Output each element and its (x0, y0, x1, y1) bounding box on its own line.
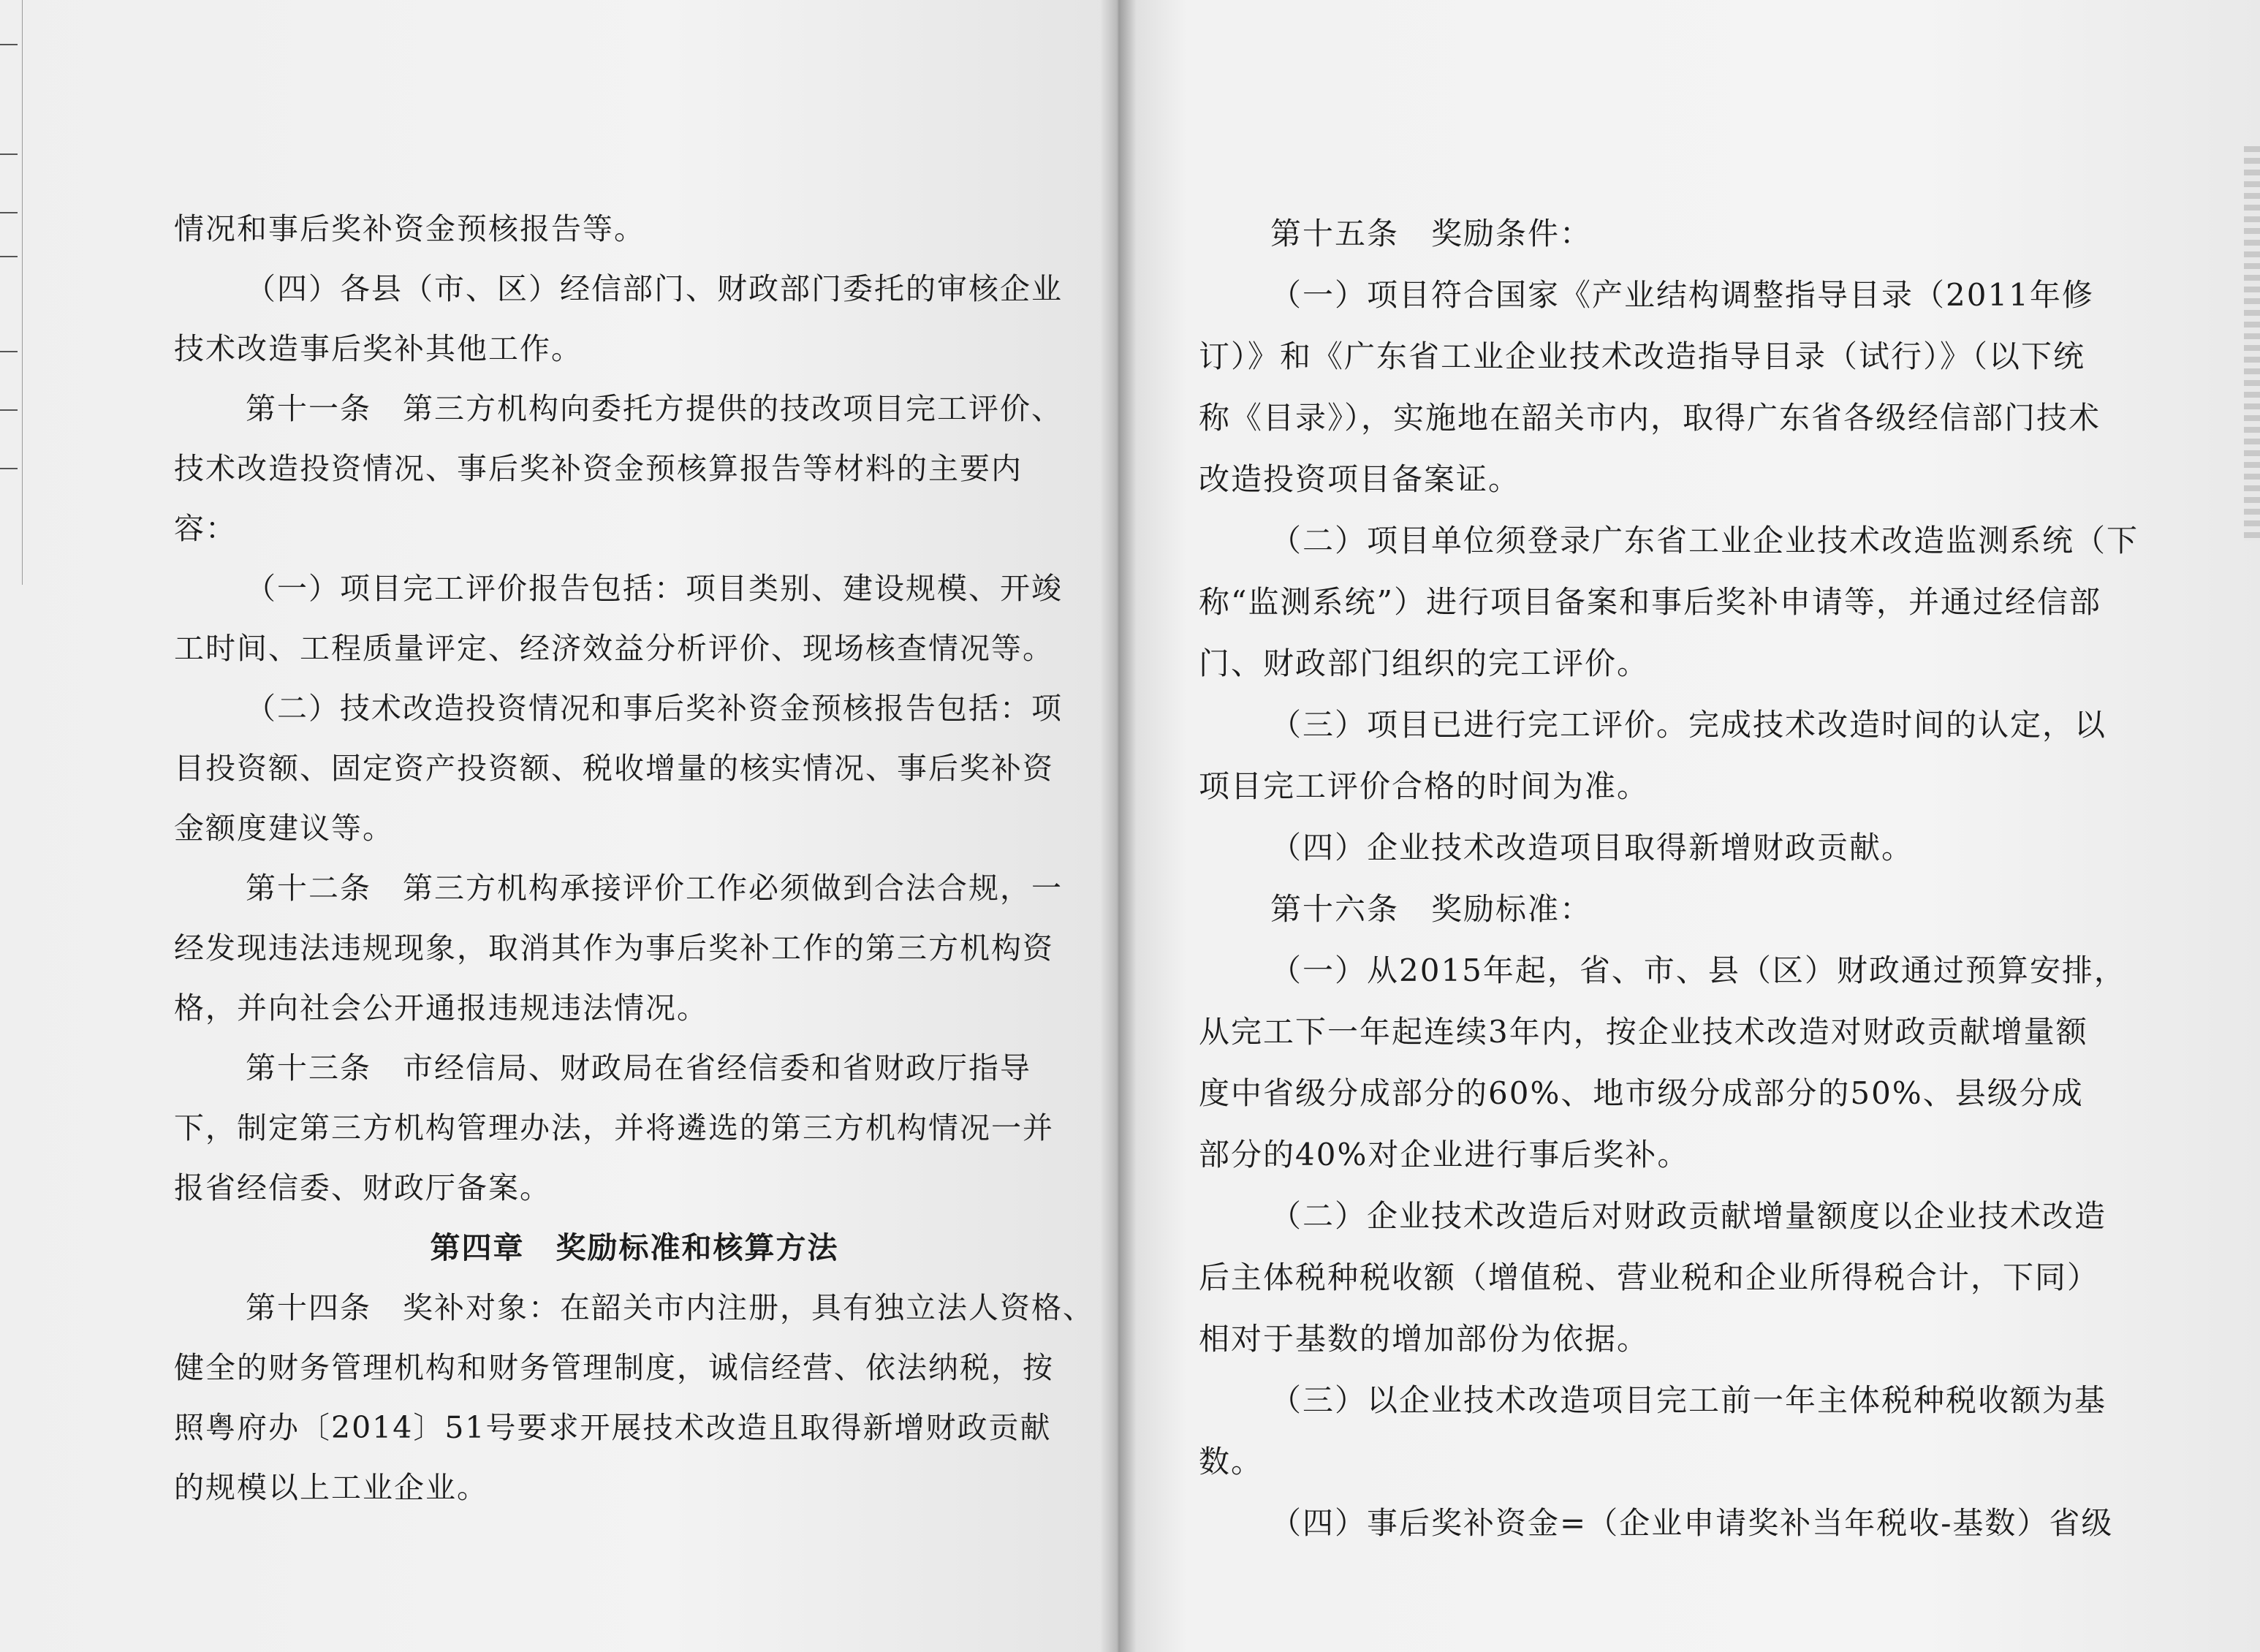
text-line: 改造投资项目备案证。 (1199, 461, 1521, 497)
article-13-line: 第十三条 市经信局、财政局在省经信委和省财政厅指导 (246, 1050, 1031, 1085)
left-page (0, 0, 1118, 1652)
edge-mark (0, 44, 18, 45)
text-line: （一）从2015年起，省、市、县（区）财政通过预算安排， (1270, 952, 2126, 988)
article-14-line: 第十四条 奖补对象：在韶关市内注册，具有独立法人资格、 (246, 1290, 1094, 1325)
text-line: （二）技术改造投资情况和事后奖补资金预核报告包括：项 (246, 691, 1063, 726)
book-gutter (1100, 0, 1137, 1652)
text-line: 健全的财务管理机构和财务管理制度，诚信经营、依法纳税，按 (174, 1350, 1054, 1385)
text-line: 照粤府办〔2014〕51号要求开展技术改造且取得新增财政贡献 (174, 1410, 1052, 1445)
text-line: 部分的40%对企业进行事后奖补。 (1199, 1137, 1690, 1172)
text-line: （四）事后奖补资金=（企业申请奖补当年税收-基数）省级 (1270, 1505, 2114, 1541)
text-line: 从完工下一年起连续3年内，按企业技术改造对财政贡献增量额 (1199, 1014, 2088, 1050)
text-line: 下，制定第三方机构管理办法，并将遴选的第三方机构情况一并 (174, 1110, 1054, 1145)
edge-mark (0, 351, 18, 352)
text-line: 称“监测系统”）进行项目备案和事后奖补申请等，并通过经信部 (1199, 584, 2101, 620)
text-line: 后主体税种税收额（增值税、营业税和企业所得税合计，下同） (1199, 1259, 2100, 1295)
right-page-edge (2244, 146, 2260, 541)
text-line: 订）》和《广东省工业企业技术改造指导目录（试行）》（以下统 (1199, 338, 2086, 374)
text-line: 的规模以上工业企业。 (174, 1470, 488, 1505)
text-line: 技术改造投资情况、事后奖补资金预核算报告等材料的主要内 (174, 451, 1023, 486)
text-line: 金额度建议等。 (174, 811, 394, 846)
text-line: 情况和事后奖补资金预核报告等。 (174, 211, 645, 246)
article-12-line: 第十二条 第三方机构承接评价工作必须做到合法合规，一 (246, 871, 1063, 906)
left-page-text (174, 199, 1095, 1518)
text-line: （一）项目符合国家《产业结构调整指导目录（2011年修 (1270, 277, 2094, 313)
edge-mark (0, 256, 18, 257)
text-line: （二）项目单位须登录广东省工业企业技术改造监测系统（下 (1270, 523, 2139, 558)
text-line: 目投资额、固定资产投资额、税收增量的核实情况、事后奖补资 (174, 751, 1054, 786)
text-line: 数。 (1199, 1444, 1264, 1479)
text-line: 容： (174, 511, 237, 546)
text-line: 门、财政部门组织的完工评价。 (1199, 645, 1650, 681)
text-line: 报省经信委、财政厅备案。 (174, 1170, 551, 1205)
text-line: （四）各县（市、区）经信部门、财政部门委托的审核企业 (246, 271, 1063, 306)
chapter-heading: 第四章 奖励标准和核算方法 (430, 1230, 839, 1265)
article-15-line: 第十五条 奖励条件： (1270, 216, 1593, 251)
text-line: （二）企业技术改造后对财政贡献增量额度以企业技术改造 (1270, 1198, 2107, 1234)
text-line: 经发现违法违规现象，取消其作为事后奖补工作的第三方机构资 (174, 931, 1054, 966)
text-line: （一）项目完工评价报告包括：项目类别、建设规模、开竣 (246, 571, 1063, 606)
text-line: （四）企业技术改造项目取得新增财政贡献。 (1270, 830, 1914, 865)
edge-mark (0, 212, 18, 213)
article-11-line: 第十一条 第三方机构向委托方提供的技改项目完工评价、 (246, 391, 1063, 426)
text-line: 项目完工评价合格的时间为准。 (1199, 768, 1650, 804)
right-page (1118, 0, 2260, 1652)
right-page-text (1199, 203, 2142, 1554)
text-line: 格，并向社会公开通报违规违法情况。 (174, 990, 708, 1026)
edge-mark (0, 468, 18, 469)
text-line: 相对于基数的增加部份为依据。 (1199, 1321, 1650, 1357)
edge-mark (0, 154, 18, 155)
text-line: 工时间、工程质量评定、经济效益分析评价、现场核查情况等。 (174, 631, 1054, 666)
text-line: 度中省级分成部分的60%、地市级分成部分的50%、县级分成 (1199, 1075, 2084, 1111)
text-line: 称《目录》），实施地在韶关市内，取得广东省各级经信部门技术 (1199, 400, 2101, 436)
article-16-line: 第十六条 奖励标准： (1270, 891, 1593, 927)
text-line: （三）项目已进行完工评价。完成技术改造时间的认定，以 (1270, 707, 2107, 743)
edge-mark (0, 409, 18, 411)
left-page-edge (0, 0, 23, 585)
text-line: （三）以企业技术改造项目完工前一年主体税种税收额为基 (1270, 1382, 2107, 1418)
text-line: 技术改造事后奖补其他工作。 (174, 331, 583, 366)
